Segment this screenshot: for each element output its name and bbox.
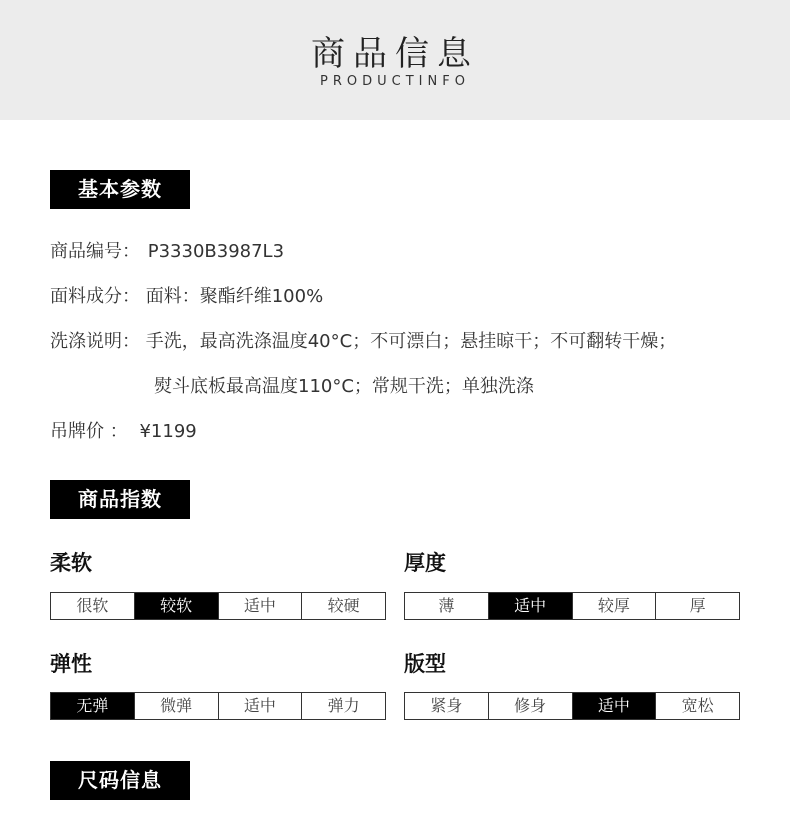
scale-option: 较厚 [572, 593, 656, 619]
scale-option: 弹力 [301, 693, 385, 719]
param-wash [50, 327, 676, 353]
scale-option: 厚 [655, 593, 739, 619]
scale-option: 修身 [488, 693, 572, 719]
scale-option: 紧身 [430, 696, 463, 715]
page-title: 商品信息 [311, 34, 479, 74]
page-subtitle: PRODUCTINFO [320, 74, 470, 89]
param-value: P3330B3987L3 [147, 241, 285, 262]
elasticity-scale [50, 692, 386, 720]
page-header [0, 0, 790, 120]
param-label: 面料成分： [50, 286, 140, 307]
param-price [50, 417, 197, 443]
scale-option: 薄 [438, 596, 455, 615]
param-value: ¥1199 [139, 421, 197, 442]
thickness-scale [404, 592, 740, 620]
param-label: 吊牌价 ： [50, 421, 128, 442]
index-title-thickness: 厚度 [404, 551, 446, 575]
param-fabric [50, 282, 323, 308]
scale-option: 适中 [488, 593, 572, 619]
param-value: 面料：聚酯纤维100% [145, 286, 324, 307]
section-basic-params: 基本参数 [50, 170, 190, 209]
section-size-info: 尺码信息 [50, 761, 190, 800]
param-wash-cont: 熨斗底板最高温度110°C；常规干洗；单独洗涤 [154, 376, 534, 397]
param-label: 商品编号： [50, 241, 140, 262]
scale-option: 较软 [134, 593, 218, 619]
param-value: 手洗，最高洗涤温度40°C；不可漂白；悬挂晾干；不可翻转干燥； [145, 331, 677, 352]
scale-option: 很软 [76, 596, 109, 615]
scale-option: 适中 [572, 693, 656, 719]
scale-option: 无弹 [51, 693, 134, 719]
scale-option: 宽松 [655, 693, 739, 719]
index-title-elasticity: 弹性 [50, 652, 92, 676]
scale-option: 适中 [218, 593, 302, 619]
scale-option: 微弹 [134, 693, 218, 719]
scale-option: 较硬 [301, 593, 385, 619]
index-title-softness: 柔软 [50, 551, 92, 575]
index-title-fit: 版型 [404, 652, 446, 676]
scale-option: 适中 [218, 693, 302, 719]
softness-scale [50, 592, 386, 620]
param-product-code [50, 237, 284, 263]
param-label: 洗涤说明： [50, 331, 140, 352]
fit-scale [404, 692, 740, 720]
section-product-index: 商品指数 [50, 480, 190, 519]
